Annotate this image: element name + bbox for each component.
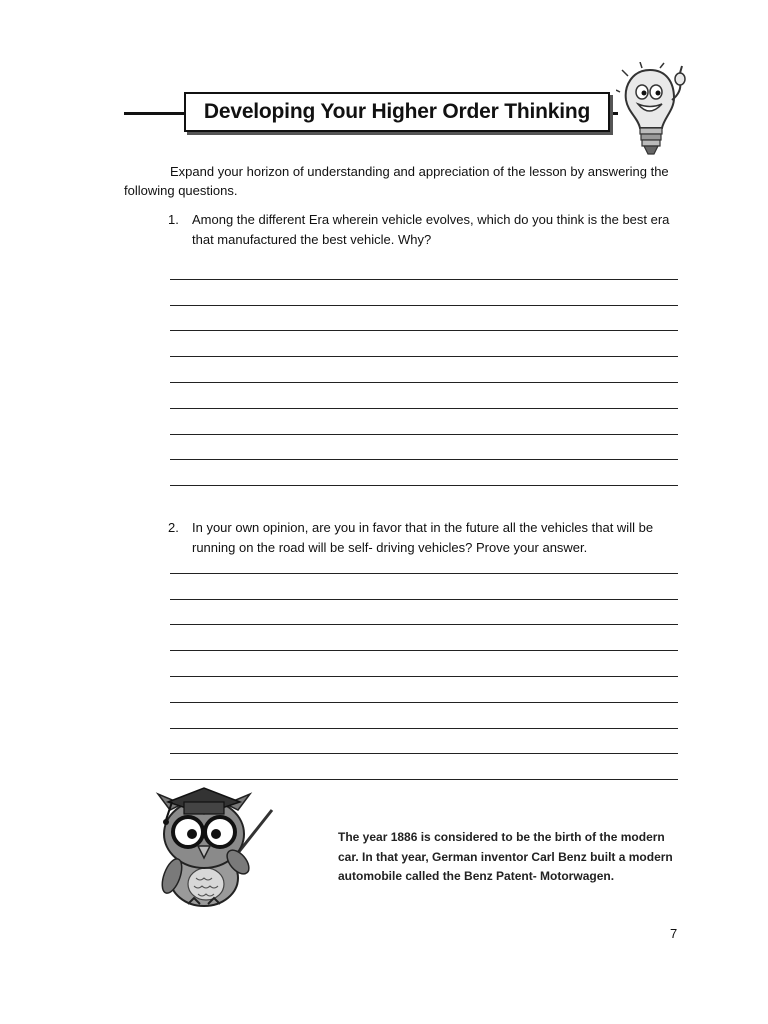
header-box (184, 92, 610, 132)
question-text: In your own opinion, are you in favor that in the future all the vehicles that will be running on the road will be self- driving vehicles? Prove your answer. (192, 520, 654, 555)
answer-line[interactable] (170, 254, 678, 280)
question-number: 2. (168, 520, 179, 535)
question-1 (168, 210, 680, 250)
answer-line[interactable] (170, 677, 678, 703)
question-number: 1. (168, 212, 179, 227)
answer-line[interactable] (170, 306, 678, 332)
answer-line[interactable] (170, 754, 678, 780)
intro-paragraph (124, 162, 680, 200)
header-rule-left (124, 112, 186, 115)
answer-line[interactable] (170, 703, 678, 729)
answer-line[interactable] (170, 357, 678, 383)
answer-line[interactable] (170, 625, 678, 651)
answer-line[interactable] (170, 331, 678, 357)
answer-line[interactable] (170, 651, 678, 677)
question-text: Among the different Era wherein vehicle evolves, which do you think is the best era that manufactured the best vehicle. Why? (192, 212, 670, 247)
answer-lines-2 (170, 548, 678, 780)
answer-line[interactable] (170, 574, 678, 600)
answer-line[interactable] (170, 460, 678, 486)
page-number: 7 (670, 926, 678, 941)
answer-line[interactable] (170, 383, 678, 409)
answer-line[interactable] (170, 280, 678, 306)
intro-text: Expand your horizon of understanding and appreciation of the lesson by answering the following questions. (124, 164, 669, 198)
answer-line[interactable] (170, 435, 678, 461)
answer-line[interactable] (170, 600, 678, 626)
owl-professor-icon (148, 780, 278, 908)
answer-lines-1 (170, 254, 678, 486)
answer-line[interactable] (170, 409, 678, 435)
answer-line[interactable] (170, 548, 678, 574)
page-title: Developing Your Higher Order Thinking (203, 100, 591, 123)
fact-text: The year 1886 is considered to be the birth of the modern car. In that year, German inventor Carl Benz built a modern automobile called the Benz Patent- Motorwagen. (338, 830, 673, 883)
answer-line[interactable] (170, 729, 678, 755)
lightbulb-mascot-icon (616, 62, 692, 160)
